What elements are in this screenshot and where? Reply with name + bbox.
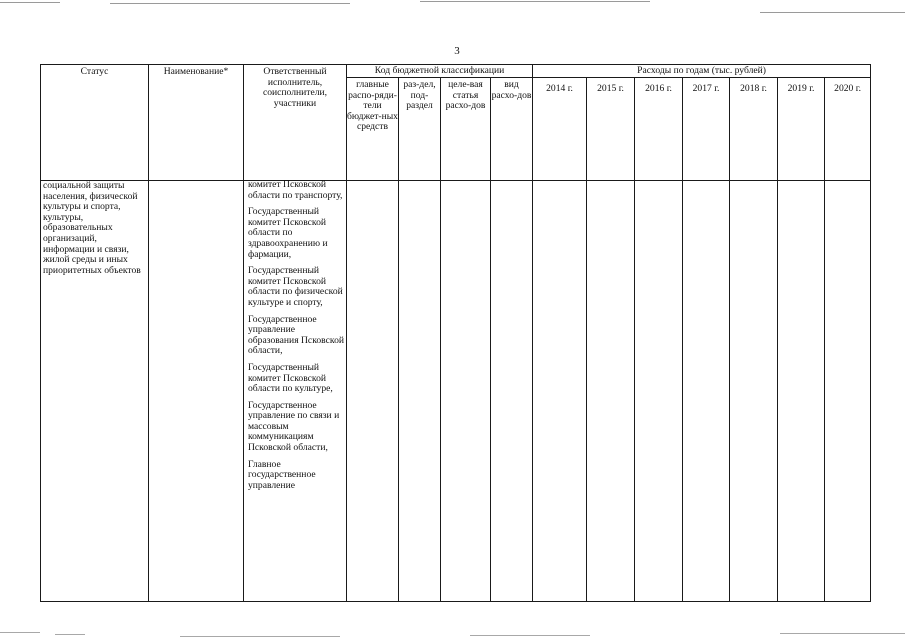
responsible-cell	[244, 181, 347, 602]
header-group-row	[41, 65, 871, 78]
header-year-2020: 2020 г.	[825, 78, 871, 181]
header-expenses: Расходы по годам (тыс. рублей)	[533, 65, 871, 78]
scan-artifact-bottom	[0, 630, 905, 640]
responsible-entry: Государственный комитет Псковской области по здравоохранению и фармации,	[248, 206, 328, 260]
value-cell	[491, 181, 533, 602]
header-target-item: целе-вая статья расхо-дов	[441, 78, 491, 181]
header-name: Наименование*	[149, 65, 244, 181]
value-cell	[587, 181, 635, 602]
value-cell	[533, 181, 587, 602]
responsible-entry: Государственное управление по связи и массовым коммуникациям Псковской области,	[248, 399, 340, 454]
header-expense-type: вид расхо-дов	[491, 78, 533, 181]
header-year-2017: 2017 г.	[683, 78, 730, 181]
responsible-entry: Государственное управление образования Псковской области,	[248, 313, 344, 357]
responsible-entry: комитет Псковской области по транспорту,	[248, 179, 343, 201]
name-cell	[149, 181, 244, 602]
budget-table	[40, 64, 871, 602]
responsible-entry: Государственный комитет Псковской области по физической культуре и спорту,	[248, 265, 343, 308]
value-cell	[730, 181, 778, 602]
page-number: 3	[454, 45, 460, 57]
value-cell	[347, 181, 399, 602]
value-cell	[778, 181, 825, 602]
responsible-entry: Главное государственное управление	[248, 458, 316, 491]
responsible-entry: Государственный комитет Псковской области по культуре,	[248, 361, 333, 395]
value-cell	[441, 181, 491, 602]
header-year-2016: 2016 г.	[635, 78, 683, 181]
value-cell	[825, 181, 871, 602]
value-cell	[399, 181, 441, 602]
header-budget-code: Код бюджетной классификации	[347, 65, 533, 78]
header-year-2014: 2014 г.	[533, 78, 587, 181]
scan-artifact-top	[0, 0, 905, 16]
table-row	[41, 181, 871, 602]
header-status: Статус	[41, 65, 149, 181]
header-section: раз-дел, под-раздел	[399, 78, 441, 181]
header-main-managers: главные распо-ряди-тели бюджет-ных средств	[347, 78, 399, 181]
value-cell	[635, 181, 683, 602]
header-responsible: Ответственный исполнитель, соисполнители, участники	[244, 65, 347, 181]
header-year-2018: 2018 г.	[730, 78, 778, 181]
value-cell	[683, 181, 730, 602]
status-cell: социальной защиты населения, физической культуры и спорта, культуры, образовательных организаций, информации и связи, жилой среды и иных приоритетных объектов	[41, 181, 149, 602]
header-year-2015: 2015 г.	[587, 78, 635, 181]
header-year-2019: 2019 г.	[778, 78, 825, 181]
